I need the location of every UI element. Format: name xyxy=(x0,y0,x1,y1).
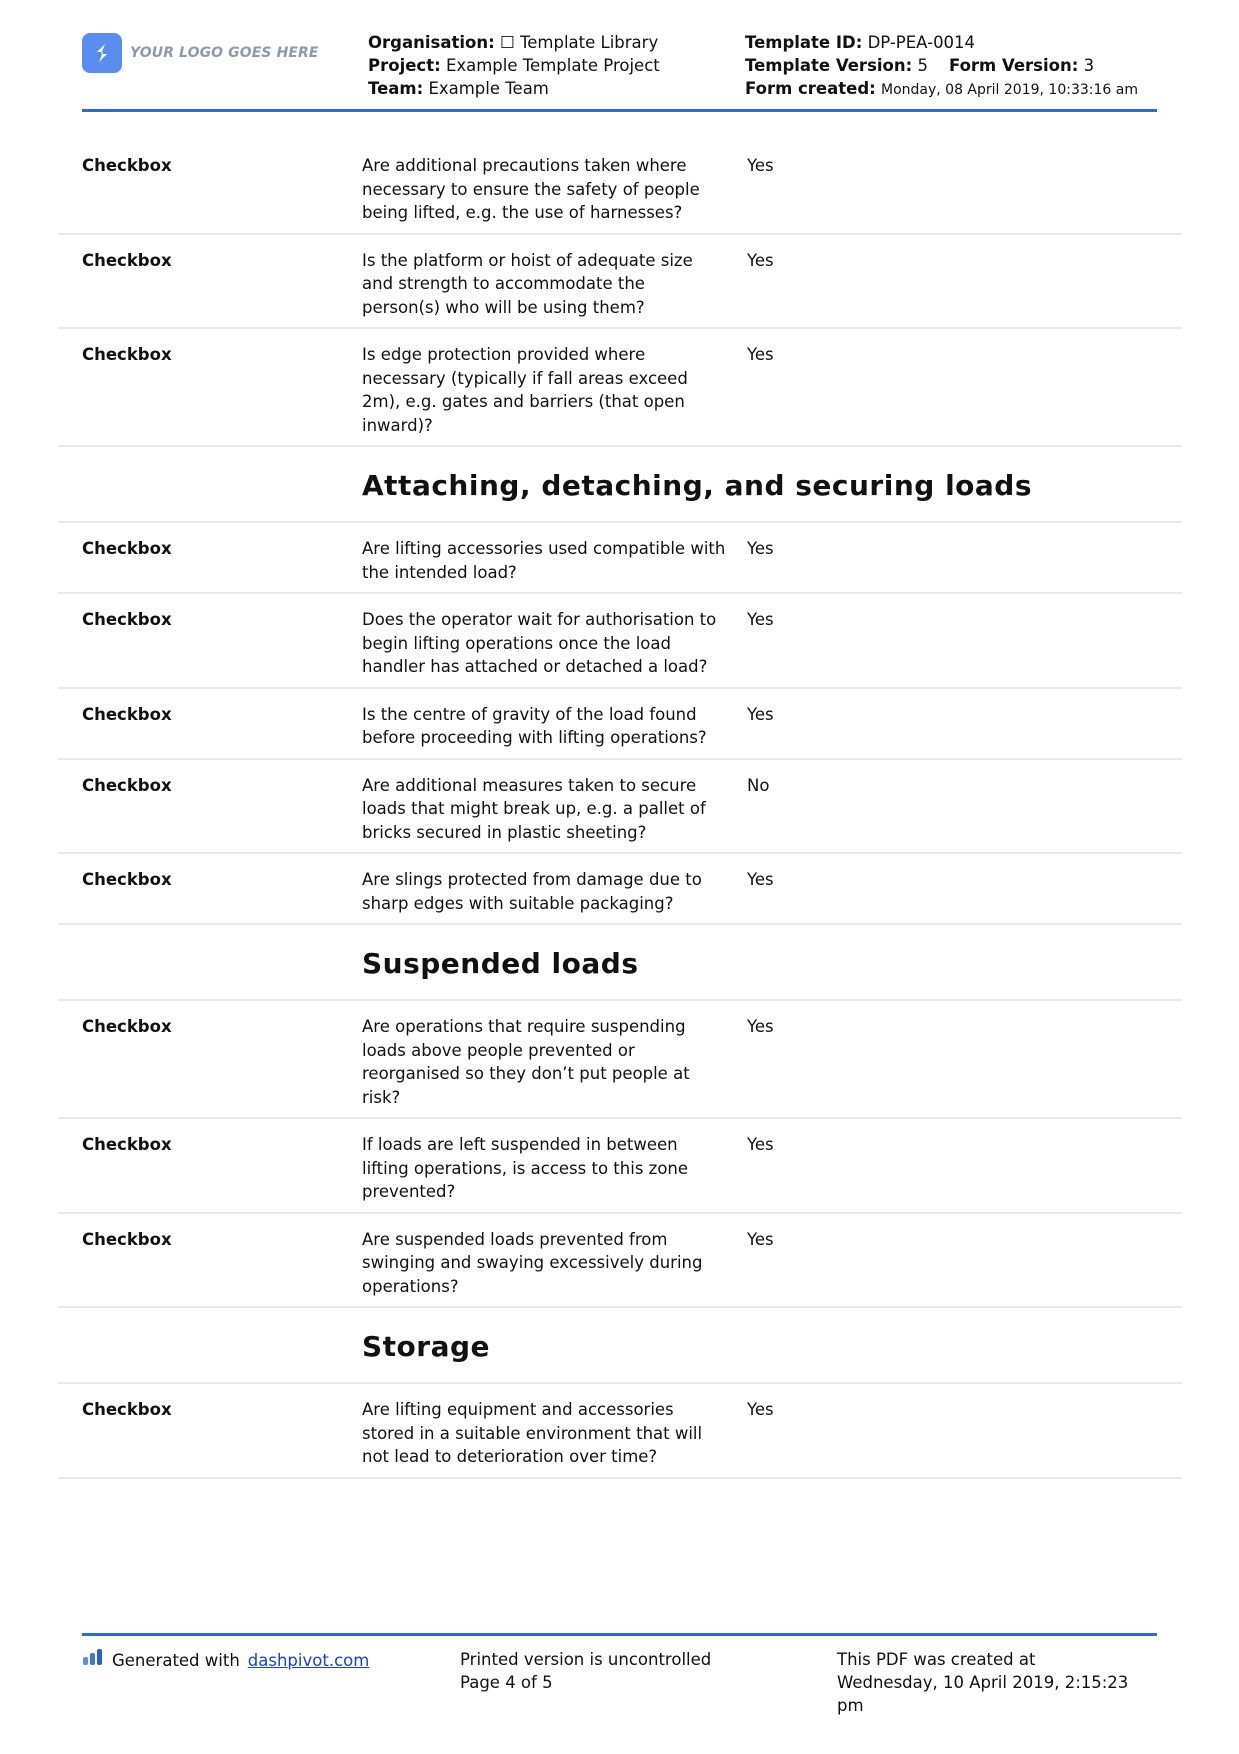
question-text: If loads are left suspended in between lifting operations, is access to this zone prevented? xyxy=(362,1135,689,1201)
footer-center xyxy=(460,1648,711,1694)
answer-value: Yes xyxy=(747,345,774,364)
field-type: Checkbox xyxy=(82,704,172,724)
question-text: Are additional precautions taken where necessary to ensure the safety of people being lifted, e.g. the use of harnesses? xyxy=(362,156,700,222)
header-meta-right xyxy=(745,31,1138,102)
question-text: Are lifting accessories used compatible with the intended load? xyxy=(362,539,726,582)
form-row xyxy=(58,329,1182,447)
project-label: Project: xyxy=(368,56,441,75)
form-row xyxy=(58,760,1182,855)
answer-value: Yes xyxy=(747,1400,774,1419)
form-row xyxy=(58,594,1182,689)
question-text: Are suspended loads prevented from swinging and swaying excessively during operations? xyxy=(362,1229,703,1296)
page-header xyxy=(0,0,1239,114)
field-type: Checkbox xyxy=(82,870,172,889)
footer-divider xyxy=(82,1633,1157,1636)
uncontrolled-notice: Printed version is uncontrolled xyxy=(460,1650,712,1669)
answer-value: Yes xyxy=(747,250,774,270)
form-row xyxy=(58,689,1182,760)
field-type: Checkbox xyxy=(82,775,172,795)
question-text: Is the platform or hoist of adequate size and strength to accommodate the person(s) who will be using them? xyxy=(362,250,693,317)
answer-value: Yes xyxy=(747,610,774,629)
question-text: Are slings protected from damage due to sharp edges with suitable packaging? xyxy=(362,870,702,913)
template-version-value: 5 xyxy=(917,56,928,75)
section-title: Suspended loads xyxy=(362,947,639,980)
field-type: Checkbox xyxy=(82,250,172,270)
team-value: Example Team xyxy=(428,79,549,98)
generated-with xyxy=(82,1648,369,1672)
field-type: Checkbox xyxy=(82,539,172,558)
answer-value: No xyxy=(747,775,770,795)
form-created-label: Form created: xyxy=(745,79,876,98)
answer-value: Yes xyxy=(747,156,774,175)
field-type: Checkbox xyxy=(82,1135,172,1154)
team-label: Team: xyxy=(368,79,424,98)
form-row xyxy=(58,1214,1182,1309)
organisation-label: Organisation: xyxy=(368,33,495,52)
section-title: Attaching, detaching, and securing loads xyxy=(362,469,1033,502)
template-id-label: Template ID: xyxy=(745,33,863,52)
form-row xyxy=(58,140,1182,235)
field-type: Checkbox xyxy=(82,345,172,364)
answer-value: Yes xyxy=(747,1135,774,1154)
project-value: Example Template Project xyxy=(445,56,660,75)
answer-value: Yes xyxy=(747,1017,774,1036)
company-logo xyxy=(82,33,319,73)
form-version-value: 3 xyxy=(1083,56,1095,75)
form-row xyxy=(58,235,1182,330)
question-text: Are lifting equipment and accessories stored in a suitable environment that will not lead to deterioration over time? xyxy=(362,1400,703,1466)
field-type: Checkbox xyxy=(82,1229,172,1249)
answer-value: Yes xyxy=(747,870,774,889)
question-text: Is edge protection provided where necessary (typically if fall areas exceed 2m), e.g. gates and barriers (that open inward)? xyxy=(362,345,688,435)
field-type: Checkbox xyxy=(82,1400,172,1419)
section-title: Storage xyxy=(362,1330,491,1363)
question-text: Does the operator wait for authorisation to begin lifting operations once the load handler has attached or detached a load? xyxy=(362,610,717,676)
question-text: Are operations that require suspending loads above people prevented or reorganised so they don’t put people at risk? xyxy=(362,1017,690,1107)
section-heading-row xyxy=(58,925,1182,1001)
question-text: Are additional measures taken to secure loads that might break up, e.g. a pallet of bricks secured in plastic sheeting? xyxy=(362,775,706,842)
form-created-value: Monday, 08 April 2019, 10:33:16 am xyxy=(881,82,1138,98)
question-text: Is the centre of gravity of the load found before proceeding with lifting operations? xyxy=(362,704,707,747)
generated-prefix: Generated with xyxy=(112,1650,240,1670)
form-row xyxy=(58,1001,1182,1119)
template-version-label: Template Version: xyxy=(745,56,913,75)
dashpivot-link[interactable]: dashpivot.com xyxy=(247,1650,370,1670)
section-heading-row xyxy=(58,447,1182,523)
template-id-value: DP-PEA-0014 xyxy=(867,33,976,52)
header-meta-left xyxy=(368,31,660,100)
pdf-created-at: This PDF was created at Wednesday, 10 April 2019, 2:15:23 pm xyxy=(837,1650,1129,1715)
form-row xyxy=(58,1119,1182,1214)
answer-value: Yes xyxy=(747,539,774,558)
answer-value: Yes xyxy=(747,1229,774,1249)
page-number: Page 4 of 5 xyxy=(460,1673,553,1692)
form-row xyxy=(58,523,1182,594)
header-divider xyxy=(82,109,1157,112)
field-type: Checkbox xyxy=(82,156,172,175)
logo-icon xyxy=(82,33,122,73)
field-type: Checkbox xyxy=(82,1017,172,1036)
form-row xyxy=(58,1384,1182,1479)
answer-value: Yes xyxy=(747,704,774,724)
logo-text: YOUR LOGO GOES HERE xyxy=(130,45,319,61)
field-type: Checkbox xyxy=(82,610,172,629)
organisation-value: ☐ Template Library xyxy=(499,33,659,52)
form-content xyxy=(58,140,1182,1479)
form-row xyxy=(58,854,1182,925)
section-heading-row xyxy=(58,1308,1182,1384)
form-version-label: Form Version: xyxy=(948,56,1079,75)
dashpivot-icon xyxy=(82,1648,104,1672)
